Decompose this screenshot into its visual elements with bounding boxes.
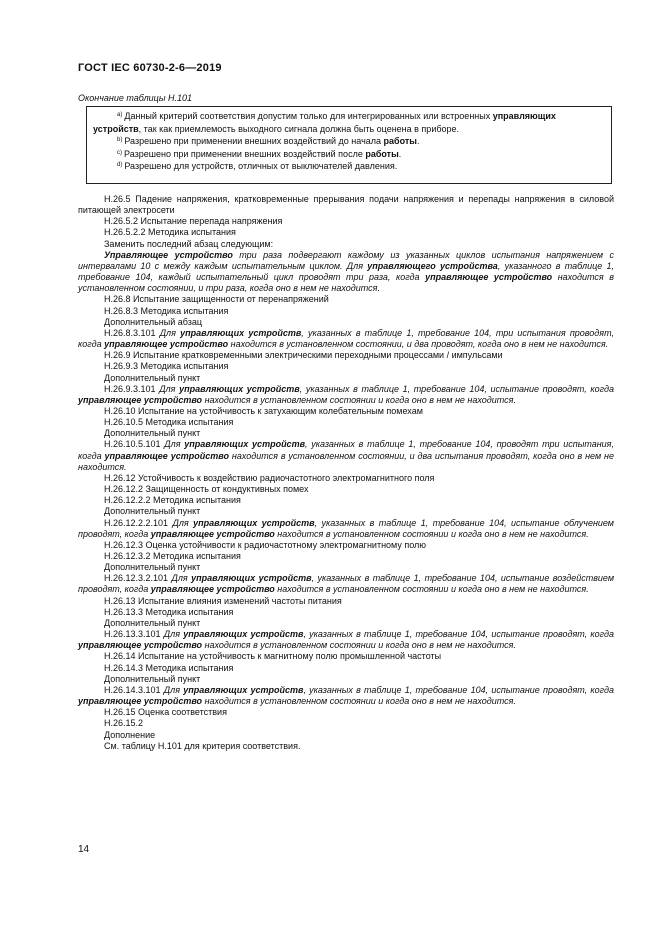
text-run: находится в установленном состоянии и когда оно в нем не находится. bbox=[202, 696, 516, 707]
paragraph bbox=[78, 306, 614, 317]
text-run: Дополнительный пункт bbox=[104, 372, 201, 383]
text-run: Для bbox=[163, 684, 184, 695]
text-run: , указанных в таблице 1, требование 104, испытание воздействием проводят, когда bbox=[78, 573, 614, 595]
text-run: Н.26.12.2 Защищенность от кондуктивных помех bbox=[104, 484, 309, 495]
paragraph bbox=[78, 506, 614, 517]
footnote bbox=[93, 160, 605, 173]
text-run: Для bbox=[159, 383, 180, 394]
text-run: Н.26.9.3.101 bbox=[104, 383, 160, 394]
paragraph bbox=[78, 328, 614, 350]
text-run: Дополнительный пункт bbox=[104, 428, 201, 439]
paragraph bbox=[78, 629, 614, 651]
text-run: управляющих устройств bbox=[183, 629, 304, 640]
text-run: управляющее устройство bbox=[425, 272, 553, 283]
paragraph bbox=[78, 718, 614, 729]
text-run: Дополнительный пункт bbox=[104, 617, 201, 628]
text-run: находится в установленном состоянии, и два испытания проводят, когда оно в нем не находится. bbox=[78, 450, 614, 472]
text-run: , указанных в таблице 1, требование 104, испытание проводят, когда bbox=[299, 383, 614, 394]
text-run: управляющих устройств bbox=[183, 684, 304, 695]
text-run: управляющих устройств bbox=[184, 439, 306, 450]
text-run: Н.26.13.3.101 bbox=[104, 629, 164, 640]
table-footnotes-box bbox=[86, 106, 612, 184]
text-run: Н.26.14.3 Методика испытания bbox=[104, 662, 234, 673]
text-run: , указанных в таблице 1, требование 104, испытание проводят, когда bbox=[303, 684, 614, 695]
text-run: Для bbox=[163, 629, 184, 640]
paragraph bbox=[78, 551, 614, 562]
paragraph bbox=[78, 406, 614, 417]
paragraph bbox=[78, 216, 614, 227]
text-run: Н.26.12.2.2.101 bbox=[104, 517, 173, 528]
text-run: Н.26.14.3.101 bbox=[104, 684, 164, 695]
text-run: Н.26.15.2 bbox=[104, 718, 144, 729]
paragraph bbox=[78, 384, 614, 406]
text-run: Н.26.8.3 Методика испытания bbox=[104, 305, 229, 316]
text-run: находится в установленном состоянии, и два проводят, когда оно в нем не находится. bbox=[228, 339, 609, 350]
paragraph bbox=[78, 618, 614, 629]
document-body bbox=[78, 194, 614, 752]
text-run: Н.26.5.2 Испытание перепада напряжения bbox=[104, 216, 283, 227]
paragraph bbox=[78, 562, 614, 573]
paragraph bbox=[78, 428, 614, 439]
text-run: находится в установленном состоянии и когда оно в нем не находится. bbox=[202, 394, 516, 405]
text-run: Дополнительный абзац bbox=[104, 316, 203, 327]
text-run: Н.26.13 Испытание влияния изменений частоты питания bbox=[104, 595, 342, 606]
text-run: Дополнение bbox=[104, 729, 156, 740]
footnote bbox=[93, 148, 605, 161]
paragraph bbox=[78, 707, 614, 718]
text-run: Н.26.12.3.2 Методика испытания bbox=[104, 551, 241, 561]
text-run: См. таблицу Н.101 для критерия соответствия. bbox=[104, 740, 301, 751]
text-run: управляющих устройств bbox=[191, 573, 312, 584]
paragraph bbox=[78, 674, 614, 685]
text-run: Н.26.12.2.2 Методика испытания bbox=[104, 495, 241, 506]
paragraph bbox=[78, 663, 614, 674]
text-run: Управляющее устройство bbox=[104, 249, 233, 260]
text-run: Н.26.12.3.2.101 bbox=[104, 573, 172, 584]
text-run: находится в установленном состоянии и когда оно в нем не находится. bbox=[274, 528, 589, 539]
paragraph bbox=[78, 350, 614, 361]
paragraph bbox=[78, 239, 614, 250]
text-run: Н.26.5.2.2 Методика испытания bbox=[104, 227, 236, 238]
text-run: управляющих устройств bbox=[179, 383, 300, 394]
text-run: находится в установленном состоянии, и три раза, когда оно в нем не находится. bbox=[78, 272, 614, 294]
text-run: . bbox=[416, 136, 420, 147]
text-run: работы bbox=[383, 136, 417, 147]
paragraph bbox=[78, 294, 614, 305]
text-run: управляющего устройства bbox=[367, 260, 498, 271]
text-run: Н.26.14 Испытание на устойчивость к магнитному полю промышленной частоты bbox=[104, 651, 442, 662]
paragraph bbox=[78, 439, 614, 472]
text-run: Дополнительный пункт bbox=[104, 506, 201, 517]
paragraph bbox=[78, 607, 614, 618]
text-run: управляющее устройство bbox=[78, 640, 203, 651]
text-run: управляющих устройств bbox=[193, 517, 315, 528]
text-run: работы bbox=[365, 148, 399, 159]
text-run: находится в установленном состоянии и когда оно в нем не находится. bbox=[202, 640, 516, 651]
text-run: управляющее устройство bbox=[78, 394, 203, 405]
standard-header: ГОСТ IEC 60730-2-6—2019 bbox=[78, 62, 222, 74]
paragraph bbox=[78, 484, 614, 495]
paragraph bbox=[78, 317, 614, 328]
paragraph bbox=[78, 417, 614, 428]
paragraph bbox=[78, 227, 614, 238]
footnote-mark: b) bbox=[117, 137, 123, 144]
text-run: управляющее устройство bbox=[150, 584, 275, 595]
footnote-mark: a) bbox=[117, 112, 123, 118]
text-run: управляющее устройство bbox=[78, 696, 203, 707]
text-run: , так как приемлемость выходного сигнала должна быть оценена в приборе. bbox=[138, 123, 460, 134]
text-run: . bbox=[398, 148, 402, 159]
table-caption: Окончание таблицы Н.101 bbox=[78, 93, 192, 103]
footnote-mark: c) bbox=[117, 149, 122, 156]
text-run: управляющее устройство bbox=[104, 450, 229, 461]
paragraph bbox=[78, 518, 614, 540]
footnote bbox=[93, 135, 605, 148]
paragraph bbox=[78, 573, 614, 595]
paragraph bbox=[78, 361, 614, 372]
text-run: Н.26.12 Устойчивость к воздействию радиочастотного электромагнитного поля bbox=[104, 472, 435, 483]
text-run: Данный критерий соответствия допустим только для интегрированных или встроенных bbox=[124, 111, 493, 121]
text-run: Н.26.13.3 Методика испытания bbox=[104, 606, 234, 617]
text-run: управляющих устройств bbox=[180, 327, 302, 338]
paragraph bbox=[78, 373, 614, 384]
text-run: управляющее устройство bbox=[150, 528, 275, 539]
paragraph bbox=[78, 540, 614, 551]
paragraph bbox=[78, 730, 614, 741]
paragraph bbox=[78, 596, 614, 607]
paragraph bbox=[78, 250, 614, 295]
text-run: Разрешено при применении внешних воздействий до начала bbox=[124, 136, 384, 147]
footnote bbox=[93, 110, 605, 135]
paragraph bbox=[78, 495, 614, 506]
text-run: Разрешено для устройств, отличных от выключателей давления. bbox=[124, 161, 398, 172]
text-run: Для bbox=[164, 439, 185, 450]
text-run: Дополнительный пункт bbox=[104, 562, 201, 573]
text-run: Н.26.9.3 Методика испытания bbox=[104, 361, 229, 372]
footnote-mark: d) bbox=[117, 162, 123, 169]
text-run: Н.26.10 Испытание на устойчивость к затухающим колебательным помехам bbox=[104, 405, 423, 416]
paragraph bbox=[78, 651, 614, 662]
paragraph bbox=[78, 194, 614, 216]
text-run: , указанного в таблице 1, требование 104, каждый испытательный цикл проводят три раза, когда bbox=[78, 260, 615, 283]
paragraph bbox=[78, 741, 614, 752]
text-run: Н.26.9 Испытание кратковременными электрическими переходными процессами / импульсами bbox=[104, 350, 503, 361]
text-run: Для bbox=[172, 517, 194, 528]
text-run: Н.26.15 Оценка соответствия bbox=[104, 707, 227, 718]
text-run: Разрешено при применении внешних воздействий после bbox=[124, 148, 366, 159]
text-run: находится в установленном состоянии и когда оно в нем не находится. bbox=[274, 584, 589, 595]
text-run: , указанных в таблице 1, требование 104, проводят три испытания, когда bbox=[78, 439, 614, 461]
text-run: Н.26.10.5.101 bbox=[104, 439, 165, 450]
text-run: управляющее устройство bbox=[104, 339, 229, 350]
text-run: Заменить последний абзац следующим: bbox=[104, 238, 274, 249]
text-run: , указанных в таблице 1, требование 104, испытание проводят, когда bbox=[303, 629, 614, 640]
text-run: Для bbox=[171, 573, 192, 584]
page-number: 14 bbox=[78, 844, 90, 855]
text-run: Н.26.8 Испытание защищенности от перенапряжений bbox=[104, 294, 329, 305]
text-run: , указанных в таблице 1, требование 104, три испытания проводят, когда bbox=[78, 327, 614, 350]
paragraph bbox=[78, 685, 614, 707]
text-run: , указанных в таблице 1, требование 104, испытание облучением проводят, когда bbox=[78, 517, 614, 539]
text-run: Н.26.10.5 Методика испытания bbox=[104, 417, 234, 428]
text-run: управляющих устройств bbox=[93, 111, 556, 134]
text-run: три раза подвергают каждому из указанных циклов испытания напряжением с интервалами 10 с между каждым испытательным циклом. Для bbox=[78, 249, 614, 271]
text-run: Н.26.5 Падение напряжения, кратковременные прерывания подачи напряжения и перепады напряжения в силовой питающей электросети bbox=[78, 194, 614, 216]
text-run: Н.26.8.3.101 bbox=[104, 327, 160, 338]
text-run: Н.26.12.3 Оценка устойчивости к радиочастотному электромагнитному полю bbox=[104, 539, 427, 550]
text-run: Для bbox=[159, 327, 181, 338]
paragraph bbox=[78, 473, 614, 484]
text-run: Дополнительный пункт bbox=[104, 673, 201, 684]
